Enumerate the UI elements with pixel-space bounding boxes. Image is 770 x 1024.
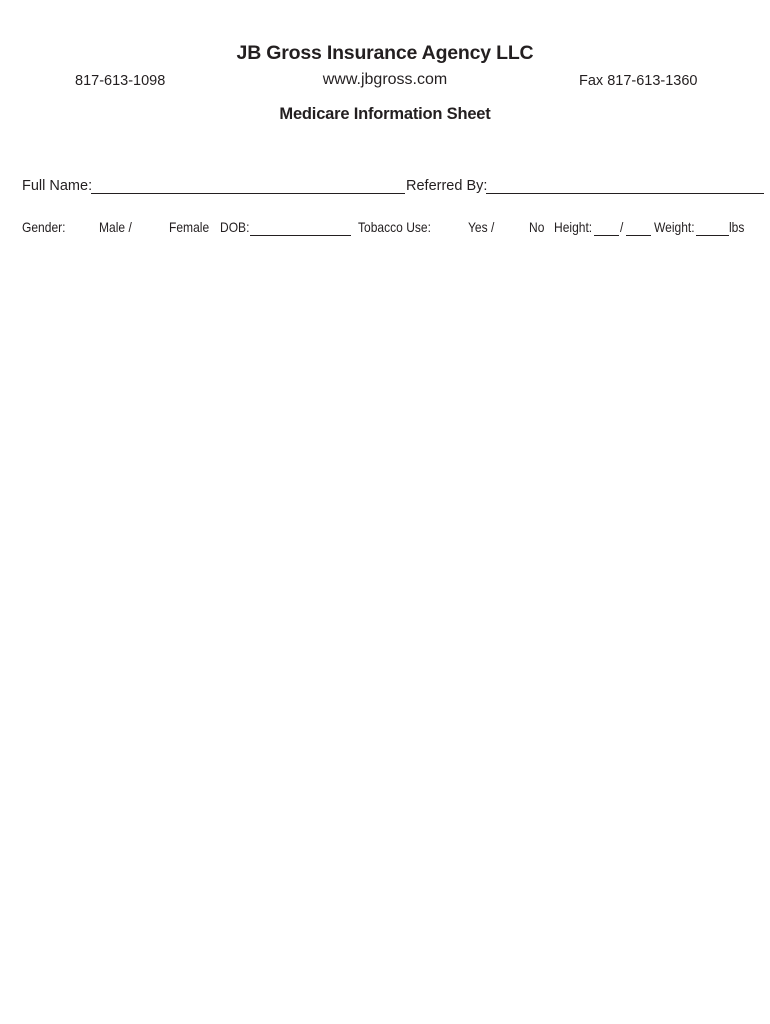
gender-option-male[interactable]: Male /	[99, 219, 132, 235]
dob-field[interactable]	[250, 235, 351, 236]
weight-field[interactable]	[696, 235, 729, 236]
sheet-title: Medicare Information Sheet	[279, 105, 491, 123]
company-name: JB Gross Insurance Agency LLC	[236, 42, 534, 64]
weight-label: Weight:	[654, 219, 695, 235]
tobacco-use-label: Tobacco Use:	[358, 219, 431, 235]
referred-by-label: Referred By:	[406, 178, 488, 194]
height-label: Height:	[554, 219, 593, 235]
phone-number: 817-613-1098	[75, 73, 166, 89]
full-name-label: Full Name:	[22, 178, 93, 194]
full-name-field[interactable]	[91, 193, 405, 194]
weight-unit: lbs	[729, 219, 745, 235]
gender-label: Gender:	[22, 219, 66, 235]
website-url: www.jbgross.com	[322, 71, 448, 88]
tobacco-option-yes[interactable]: Yes /	[468, 219, 495, 235]
height-feet-field[interactable]	[594, 235, 619, 236]
referred-by-field[interactable]	[486, 193, 764, 194]
dob-label: DOB:	[220, 219, 250, 235]
height-inches-field[interactable]	[626, 235, 651, 236]
height-separator: /	[620, 219, 624, 235]
gender-option-female[interactable]: Female	[169, 219, 210, 235]
tobacco-option-no[interactable]: No	[529, 219, 545, 235]
fax-number: Fax 817-613-1360	[579, 73, 698, 89]
